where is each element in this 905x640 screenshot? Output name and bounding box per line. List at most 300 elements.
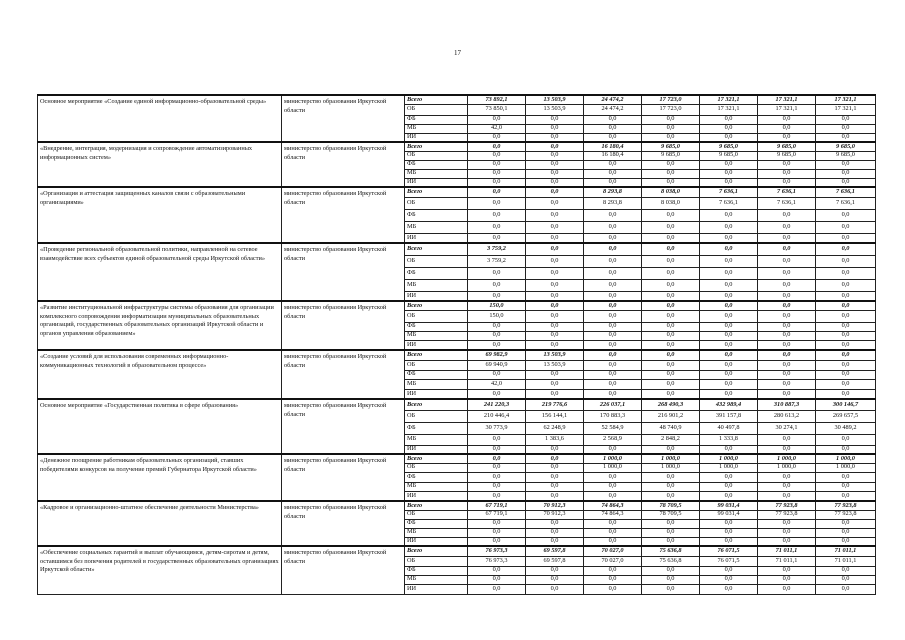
- amount-cell: 0,0: [758, 491, 816, 501]
- amount-cell: 0,0: [700, 243, 758, 255]
- amount-cell: 0,0: [526, 379, 584, 389]
- amount-cell: 310 887,3: [758, 399, 816, 410]
- executor-cell: министерство образования Иркутской области: [282, 301, 405, 350]
- amount-cell: 0,0: [642, 221, 700, 233]
- amount-cell: 0,0: [526, 482, 584, 491]
- funding-source-cell: ИИ: [405, 291, 468, 301]
- amount-cell: 0,0: [526, 291, 584, 301]
- amount-cell: 0,0: [700, 370, 758, 379]
- amount-cell: 0,0: [758, 379, 816, 389]
- amount-cell: 1 000,0: [700, 454, 758, 463]
- amount-cell: 0,0: [584, 340, 642, 350]
- funding-source-cell: ИИ: [405, 178, 468, 187]
- amount-cell: 150,0: [468, 301, 526, 310]
- amount-cell: 0,0: [468, 584, 526, 594]
- amount-cell: 1 383,6: [526, 434, 584, 445]
- funding-source-cell: ОБ: [405, 463, 468, 472]
- amount-cell: 0,0: [758, 279, 816, 291]
- amount-cell: 0,0: [526, 301, 584, 310]
- amount-cell: 13 503,9: [526, 95, 584, 104]
- amount-cell: 73 892,1: [468, 95, 526, 104]
- amount-cell: 0,0: [584, 279, 642, 291]
- funding-source-cell: ИИ: [405, 584, 468, 594]
- amount-cell: 0,0: [758, 434, 816, 445]
- amount-cell: 0,0: [526, 389, 584, 399]
- amount-cell: 0,0: [642, 491, 700, 501]
- table-row: [38, 501, 876, 510]
- table-row: [38, 301, 876, 310]
- amount-cell: 0,0: [642, 566, 700, 575]
- funding-source-cell: Всего: [405, 399, 468, 410]
- amount-cell: 0,0: [816, 279, 876, 291]
- executor-cell: министерство образования Иркутской области: [282, 399, 405, 454]
- funding-source-cell: ФБ: [405, 160, 468, 169]
- amount-cell: 1 000,0: [642, 463, 700, 472]
- amount-cell: 9 685,0: [758, 151, 816, 160]
- amount-cell: 7 636,1: [700, 197, 758, 209]
- amount-cell: 150,0: [468, 310, 526, 322]
- amount-cell: 0,0: [758, 566, 816, 575]
- amount-cell: 0,0: [584, 389, 642, 399]
- funding-source-cell: МБ: [405, 575, 468, 584]
- amount-cell: 0,0: [700, 519, 758, 528]
- executor-cell: министерство образования Иркутской области: [282, 546, 405, 594]
- funding-source-cell: Всего: [405, 243, 468, 255]
- amount-cell: 0,0: [526, 370, 584, 379]
- amount-cell: 73 850,1: [468, 104, 526, 115]
- amount-cell: 0,0: [526, 519, 584, 528]
- amount-cell: 0,0: [642, 340, 700, 350]
- amount-cell: 0,0: [816, 350, 876, 360]
- event-name-cell: Основное мероприятие «Создание единой информационно-образовательной среды»: [38, 95, 282, 142]
- amount-cell: 8 038,0: [642, 197, 700, 209]
- amount-cell: 0,0: [584, 115, 642, 124]
- funding-source-cell: МБ: [405, 279, 468, 291]
- funding-source-cell: МБ: [405, 434, 468, 445]
- amount-cell: 70 912,3: [526, 501, 584, 510]
- funding-source-cell: ИИ: [405, 537, 468, 546]
- amount-cell: 219 776,6: [526, 399, 584, 410]
- amount-cell: 0,0: [700, 472, 758, 482]
- amount-cell: 0,0: [468, 463, 526, 472]
- amount-cell: 0,0: [700, 491, 758, 501]
- funding-source-cell: ИИ: [405, 491, 468, 501]
- amount-cell: 0,0: [758, 370, 816, 379]
- amount-cell: 76 071,5: [700, 556, 758, 566]
- amount-cell: 0,0: [584, 584, 642, 594]
- amount-cell: 1 000,0: [758, 454, 816, 463]
- amount-cell: 0,0: [468, 454, 526, 463]
- event-name-cell: «Денежное поощрение работникам образовательных организаций, ставших победителями конкурсов на получение премий Губернатора Иркутской области»: [38, 454, 282, 501]
- amount-cell: 0,0: [816, 233, 876, 243]
- amount-cell: 0,0: [816, 370, 876, 379]
- funding-source-cell: ИИ: [405, 445, 468, 454]
- amount-cell: 0,0: [816, 178, 876, 187]
- amount-cell: 0,0: [468, 472, 526, 482]
- amount-cell: 0,0: [526, 151, 584, 160]
- event-name-cell: «Развитие институциональной инфраструктуры системы образования для организации комплексного сопровождения информатизации муниципальных образовательных организаций, государственных образовательных организаций Иркутской области и органов управления образованием»: [38, 301, 282, 350]
- amount-cell: 17 321,1: [700, 95, 758, 104]
- amount-cell: 0,0: [700, 566, 758, 575]
- amount-cell: 0,0: [700, 528, 758, 537]
- amount-cell: 0,0: [700, 124, 758, 133]
- amount-cell: 0,0: [700, 267, 758, 279]
- amount-cell: 0,0: [642, 310, 700, 322]
- page-number: 17: [454, 49, 461, 57]
- amount-cell: 69 597,8: [526, 546, 584, 556]
- amount-cell: 0,0: [758, 331, 816, 340]
- amount-cell: 0,0: [700, 584, 758, 594]
- amount-cell: 0,0: [642, 124, 700, 133]
- amount-cell: 0,0: [758, 350, 816, 360]
- amount-cell: 0,0: [758, 301, 816, 310]
- amount-cell: 0,0: [468, 169, 526, 178]
- amount-cell: 0,0: [468, 115, 526, 124]
- amount-cell: 0,0: [468, 209, 526, 221]
- amount-cell: 77 923,8: [758, 501, 816, 510]
- amount-cell: 48 740,9: [642, 422, 700, 434]
- amount-cell: 42,0: [468, 379, 526, 389]
- amount-cell: 0,0: [700, 445, 758, 454]
- funding-source-cell: ОБ: [405, 360, 468, 370]
- amount-cell: 0,0: [584, 519, 642, 528]
- amount-cell: 0,0: [642, 279, 700, 291]
- amount-cell: 75 636,8: [642, 546, 700, 556]
- amount-cell: 0,0: [700, 169, 758, 178]
- amount-cell: 0,0: [816, 169, 876, 178]
- amount-cell: 0,0: [700, 360, 758, 370]
- amount-cell: 16 180,4: [584, 151, 642, 160]
- table-row: [38, 454, 876, 463]
- amount-cell: 0,0: [700, 279, 758, 291]
- amount-cell: 0,0: [584, 310, 642, 322]
- amount-cell: 0,0: [642, 291, 700, 301]
- amount-cell: 0,0: [816, 340, 876, 350]
- event-name-cell: «Создание условий для использования современных информационно-коммуникационных технологий в образовательном процессе»: [38, 350, 282, 399]
- funding-source-cell: ФБ: [405, 566, 468, 575]
- amount-cell: 0,0: [584, 537, 642, 546]
- funding-source-cell: ОБ: [405, 197, 468, 209]
- table-row: [38, 142, 876, 151]
- amount-cell: 0,0: [584, 350, 642, 360]
- amount-cell: 0,0: [584, 124, 642, 133]
- amount-cell: 0,0: [526, 197, 584, 209]
- amount-cell: 77 923,8: [758, 510, 816, 519]
- amount-cell: 30 274,1: [758, 422, 816, 434]
- amount-cell: 0,0: [816, 243, 876, 255]
- amount-cell: 0,0: [642, 301, 700, 310]
- amount-cell: 0,0: [584, 370, 642, 379]
- funding-source-cell: Всего: [405, 546, 468, 556]
- amount-cell: 0,0: [758, 528, 816, 537]
- amount-cell: 0,0: [468, 133, 526, 142]
- amount-cell: 1 000,0: [584, 454, 642, 463]
- amount-cell: 0,0: [584, 301, 642, 310]
- amount-cell: 0,0: [816, 575, 876, 584]
- funding-source-cell: ОБ: [405, 556, 468, 566]
- amount-cell: 0,0: [468, 197, 526, 209]
- amount-cell: 0,0: [816, 124, 876, 133]
- funding-source-cell: Всего: [405, 187, 468, 197]
- amount-cell: 78 709,5: [642, 501, 700, 510]
- amount-cell: 13 503,9: [526, 360, 584, 370]
- amount-cell: 0,0: [758, 445, 816, 454]
- funding-source-cell: ОБ: [405, 510, 468, 519]
- funding-source-cell: МБ: [405, 221, 468, 233]
- amount-cell: 0,0: [584, 291, 642, 301]
- amount-cell: 0,0: [642, 115, 700, 124]
- amount-cell: 17 321,1: [816, 104, 876, 115]
- funding-source-cell: Всего: [405, 501, 468, 510]
- amount-cell: 0,0: [468, 331, 526, 340]
- amount-cell: 8 038,0: [642, 187, 700, 197]
- amount-cell: 0,0: [642, 233, 700, 243]
- funding-source-cell: ФБ: [405, 267, 468, 279]
- amount-cell: 71 011,1: [758, 556, 816, 566]
- amount-cell: 0,0: [758, 519, 816, 528]
- event-name-cell: «Проведение региональной образовательной политики, направленной на сетевое взаимодействие всех субъектов единой образовательной среды Иркутской области»: [38, 243, 282, 301]
- amount-cell: 0,0: [700, 537, 758, 546]
- amount-cell: 76 973,3: [468, 546, 526, 556]
- amount-cell: 432 989,4: [700, 399, 758, 410]
- amount-cell: 0,0: [758, 115, 816, 124]
- amount-cell: 0,0: [526, 331, 584, 340]
- amount-cell: 0,0: [468, 178, 526, 187]
- amount-cell: 0,0: [468, 340, 526, 350]
- amount-cell: 8 293,8: [584, 197, 642, 209]
- amount-cell: 0,0: [526, 279, 584, 291]
- amount-cell: 0,0: [468, 519, 526, 528]
- amount-cell: 0,0: [642, 528, 700, 537]
- amount-cell: 0,0: [468, 279, 526, 291]
- amount-cell: 0,0: [526, 243, 584, 255]
- amount-cell: 0,0: [468, 233, 526, 243]
- amount-cell: 0,0: [584, 169, 642, 178]
- amount-cell: 0,0: [642, 267, 700, 279]
- amount-cell: 0,0: [526, 566, 584, 575]
- amount-cell: 0,0: [816, 291, 876, 301]
- amount-cell: 210 446,4: [468, 410, 526, 422]
- amount-cell: 0,0: [700, 379, 758, 389]
- amount-cell: 0,0: [758, 133, 816, 142]
- funding-source-cell: ФБ: [405, 209, 468, 221]
- amount-cell: 0,0: [526, 233, 584, 243]
- amount-cell: 0,0: [642, 445, 700, 454]
- amount-cell: 0,0: [700, 482, 758, 491]
- funding-source-cell: МБ: [405, 169, 468, 178]
- amount-cell: 75 636,8: [642, 556, 700, 566]
- amount-cell: 0,0: [700, 575, 758, 584]
- amount-cell: 0,0: [468, 537, 526, 546]
- amount-cell: 17 321,1: [816, 95, 876, 104]
- funding-source-cell: МБ: [405, 528, 468, 537]
- amount-cell: 0,0: [584, 322, 642, 331]
- amount-cell: 0,0: [526, 491, 584, 501]
- amount-cell: 7 636,1: [816, 187, 876, 197]
- amount-cell: 0,0: [584, 221, 642, 233]
- amount-cell: 0,0: [816, 379, 876, 389]
- amount-cell: 0,0: [584, 133, 642, 142]
- amount-cell: 226 037,1: [584, 399, 642, 410]
- amount-cell: 0,0: [700, 115, 758, 124]
- amount-cell: 0,0: [816, 528, 876, 537]
- funding-source-cell: Всего: [405, 350, 468, 360]
- amount-cell: 0,0: [642, 575, 700, 584]
- amount-cell: 30 489,2: [816, 422, 876, 434]
- amount-cell: 0,0: [642, 169, 700, 178]
- amount-cell: 0,0: [642, 160, 700, 169]
- amount-cell: 1 000,0: [700, 463, 758, 472]
- amount-cell: 9 685,0: [642, 151, 700, 160]
- amount-cell: 99 031,4: [700, 510, 758, 519]
- table-row: [38, 350, 876, 360]
- amount-cell: 0,0: [526, 169, 584, 178]
- amount-cell: 0,0: [584, 491, 642, 501]
- amount-cell: 69 982,9: [468, 350, 526, 360]
- amount-cell: 0,0: [700, 209, 758, 221]
- amount-cell: 0,0: [758, 310, 816, 322]
- amount-cell: 0,0: [526, 537, 584, 546]
- amount-cell: 0,0: [642, 360, 700, 370]
- amount-cell: 0,0: [758, 160, 816, 169]
- funding-source-cell: Всего: [405, 454, 468, 463]
- amount-cell: 0,0: [816, 331, 876, 340]
- amount-cell: 0,0: [584, 233, 642, 243]
- funding-source-cell: ОБ: [405, 255, 468, 267]
- amount-cell: 0,0: [526, 115, 584, 124]
- amount-cell: 0,0: [642, 482, 700, 491]
- amount-cell: 0,0: [758, 537, 816, 546]
- amount-cell: 69 597,8: [526, 556, 584, 566]
- amount-cell: 0,0: [642, 322, 700, 331]
- amount-cell: 74 864,3: [584, 510, 642, 519]
- amount-cell: 0,0: [816, 537, 876, 546]
- amount-cell: 67 719,1: [468, 510, 526, 519]
- executor-cell: министерство образования Иркутской области: [282, 187, 405, 243]
- executor-cell: министерство образования Иркутской области: [282, 243, 405, 301]
- amount-cell: 7 636,1: [700, 187, 758, 197]
- amount-cell: 0,0: [700, 160, 758, 169]
- amount-cell: 77 923,8: [816, 501, 876, 510]
- table-row: [38, 399, 876, 410]
- amount-cell: 0,0: [700, 133, 758, 142]
- amount-cell: 1 000,0: [816, 463, 876, 472]
- amount-cell: 0,0: [526, 322, 584, 331]
- amount-cell: 300 146,7: [816, 399, 876, 410]
- amount-cell: 0,0: [700, 178, 758, 187]
- amount-cell: 0,0: [758, 255, 816, 267]
- amount-cell: 0,0: [526, 124, 584, 133]
- amount-cell: 0,0: [816, 482, 876, 491]
- amount-cell: 0,0: [526, 178, 584, 187]
- amount-cell: 0,0: [526, 209, 584, 221]
- amount-cell: 52 584,9: [584, 422, 642, 434]
- amount-cell: 0,0: [642, 243, 700, 255]
- amount-cell: 0,0: [526, 454, 584, 463]
- amount-cell: 0,0: [468, 291, 526, 301]
- amount-cell: 17 321,1: [758, 104, 816, 115]
- amount-cell: 0,0: [642, 472, 700, 482]
- amount-cell: 71 011,1: [816, 556, 876, 566]
- executor-cell: министерство образования Иркутской области: [282, 454, 405, 501]
- amount-cell: 0,0: [468, 434, 526, 445]
- amount-cell: 76 071,5: [700, 546, 758, 556]
- amount-cell: 9 685,0: [642, 142, 700, 151]
- amount-cell: 0,0: [700, 255, 758, 267]
- amount-cell: 0,0: [584, 379, 642, 389]
- amount-cell: 0,0: [816, 133, 876, 142]
- amount-cell: 0,0: [758, 360, 816, 370]
- amount-cell: 7 636,1: [758, 197, 816, 209]
- amount-cell: 17 321,1: [700, 104, 758, 115]
- amount-cell: 0,0: [816, 584, 876, 594]
- amount-cell: 17 321,1: [758, 95, 816, 104]
- amount-cell: 0,0: [642, 350, 700, 360]
- amount-cell: 3 759,2: [468, 243, 526, 255]
- amount-cell: 1 333,8: [700, 434, 758, 445]
- amount-cell: 42,0: [468, 124, 526, 133]
- amount-cell: 0,0: [584, 575, 642, 584]
- amount-cell: 0,0: [468, 187, 526, 197]
- amount-cell: 241 220,3: [468, 399, 526, 410]
- amount-cell: 0,0: [816, 267, 876, 279]
- amount-cell: 0,0: [816, 566, 876, 575]
- event-name-cell: «Обеспечение социальных гарантий и выплат обучающимся, детям-сиротам и детям, оставшимся без попечения родителей в государственных образовательных организациях Иркутской области»: [38, 546, 282, 594]
- funding-source-cell: ФБ: [405, 322, 468, 331]
- amount-cell: 70 027,0: [584, 546, 642, 556]
- funding-source-cell: Всего: [405, 95, 468, 104]
- amount-cell: 13 503,9: [526, 350, 584, 360]
- funding-source-cell: ФБ: [405, 472, 468, 482]
- executor-cell: министерство образования Иркутской области: [282, 95, 405, 142]
- table-row: [38, 546, 876, 556]
- amount-cell: 0,0: [758, 575, 816, 584]
- amount-cell: 0,0: [526, 445, 584, 454]
- amount-cell: 0,0: [700, 301, 758, 310]
- amount-cell: 9 685,0: [758, 142, 816, 151]
- amount-cell: 67 719,1: [468, 501, 526, 510]
- amount-cell: 0,0: [584, 267, 642, 279]
- funding-source-cell: ФБ: [405, 370, 468, 379]
- amount-cell: 0,0: [816, 160, 876, 169]
- amount-cell: 0,0: [816, 310, 876, 322]
- amount-cell: 156 144,1: [526, 410, 584, 422]
- amount-cell: 0,0: [526, 133, 584, 142]
- amount-cell: 0,0: [642, 370, 700, 379]
- amount-cell: 0,0: [468, 445, 526, 454]
- amount-cell: 0,0: [700, 322, 758, 331]
- funding-source-cell: ОБ: [405, 104, 468, 115]
- amount-cell: 0,0: [700, 389, 758, 399]
- amount-cell: 8 293,8: [584, 187, 642, 197]
- amount-cell: 0,0: [816, 491, 876, 501]
- amount-cell: 0,0: [816, 389, 876, 399]
- funding-source-cell: Всего: [405, 301, 468, 310]
- funding-source-cell: Всего: [405, 142, 468, 151]
- amount-cell: 9 685,0: [816, 142, 876, 151]
- amount-cell: 0,0: [758, 267, 816, 279]
- funding-source-cell: ИИ: [405, 340, 468, 350]
- amount-cell: 1 000,0: [584, 463, 642, 472]
- amount-cell: 0,0: [468, 389, 526, 399]
- amount-cell: 1 000,0: [642, 454, 700, 463]
- funding-source-cell: МБ: [405, 124, 468, 133]
- amount-cell: 0,0: [642, 255, 700, 267]
- amount-cell: 0,0: [468, 482, 526, 491]
- amount-cell: 0,0: [758, 291, 816, 301]
- amount-cell: 0,0: [816, 360, 876, 370]
- amount-cell: 0,0: [642, 379, 700, 389]
